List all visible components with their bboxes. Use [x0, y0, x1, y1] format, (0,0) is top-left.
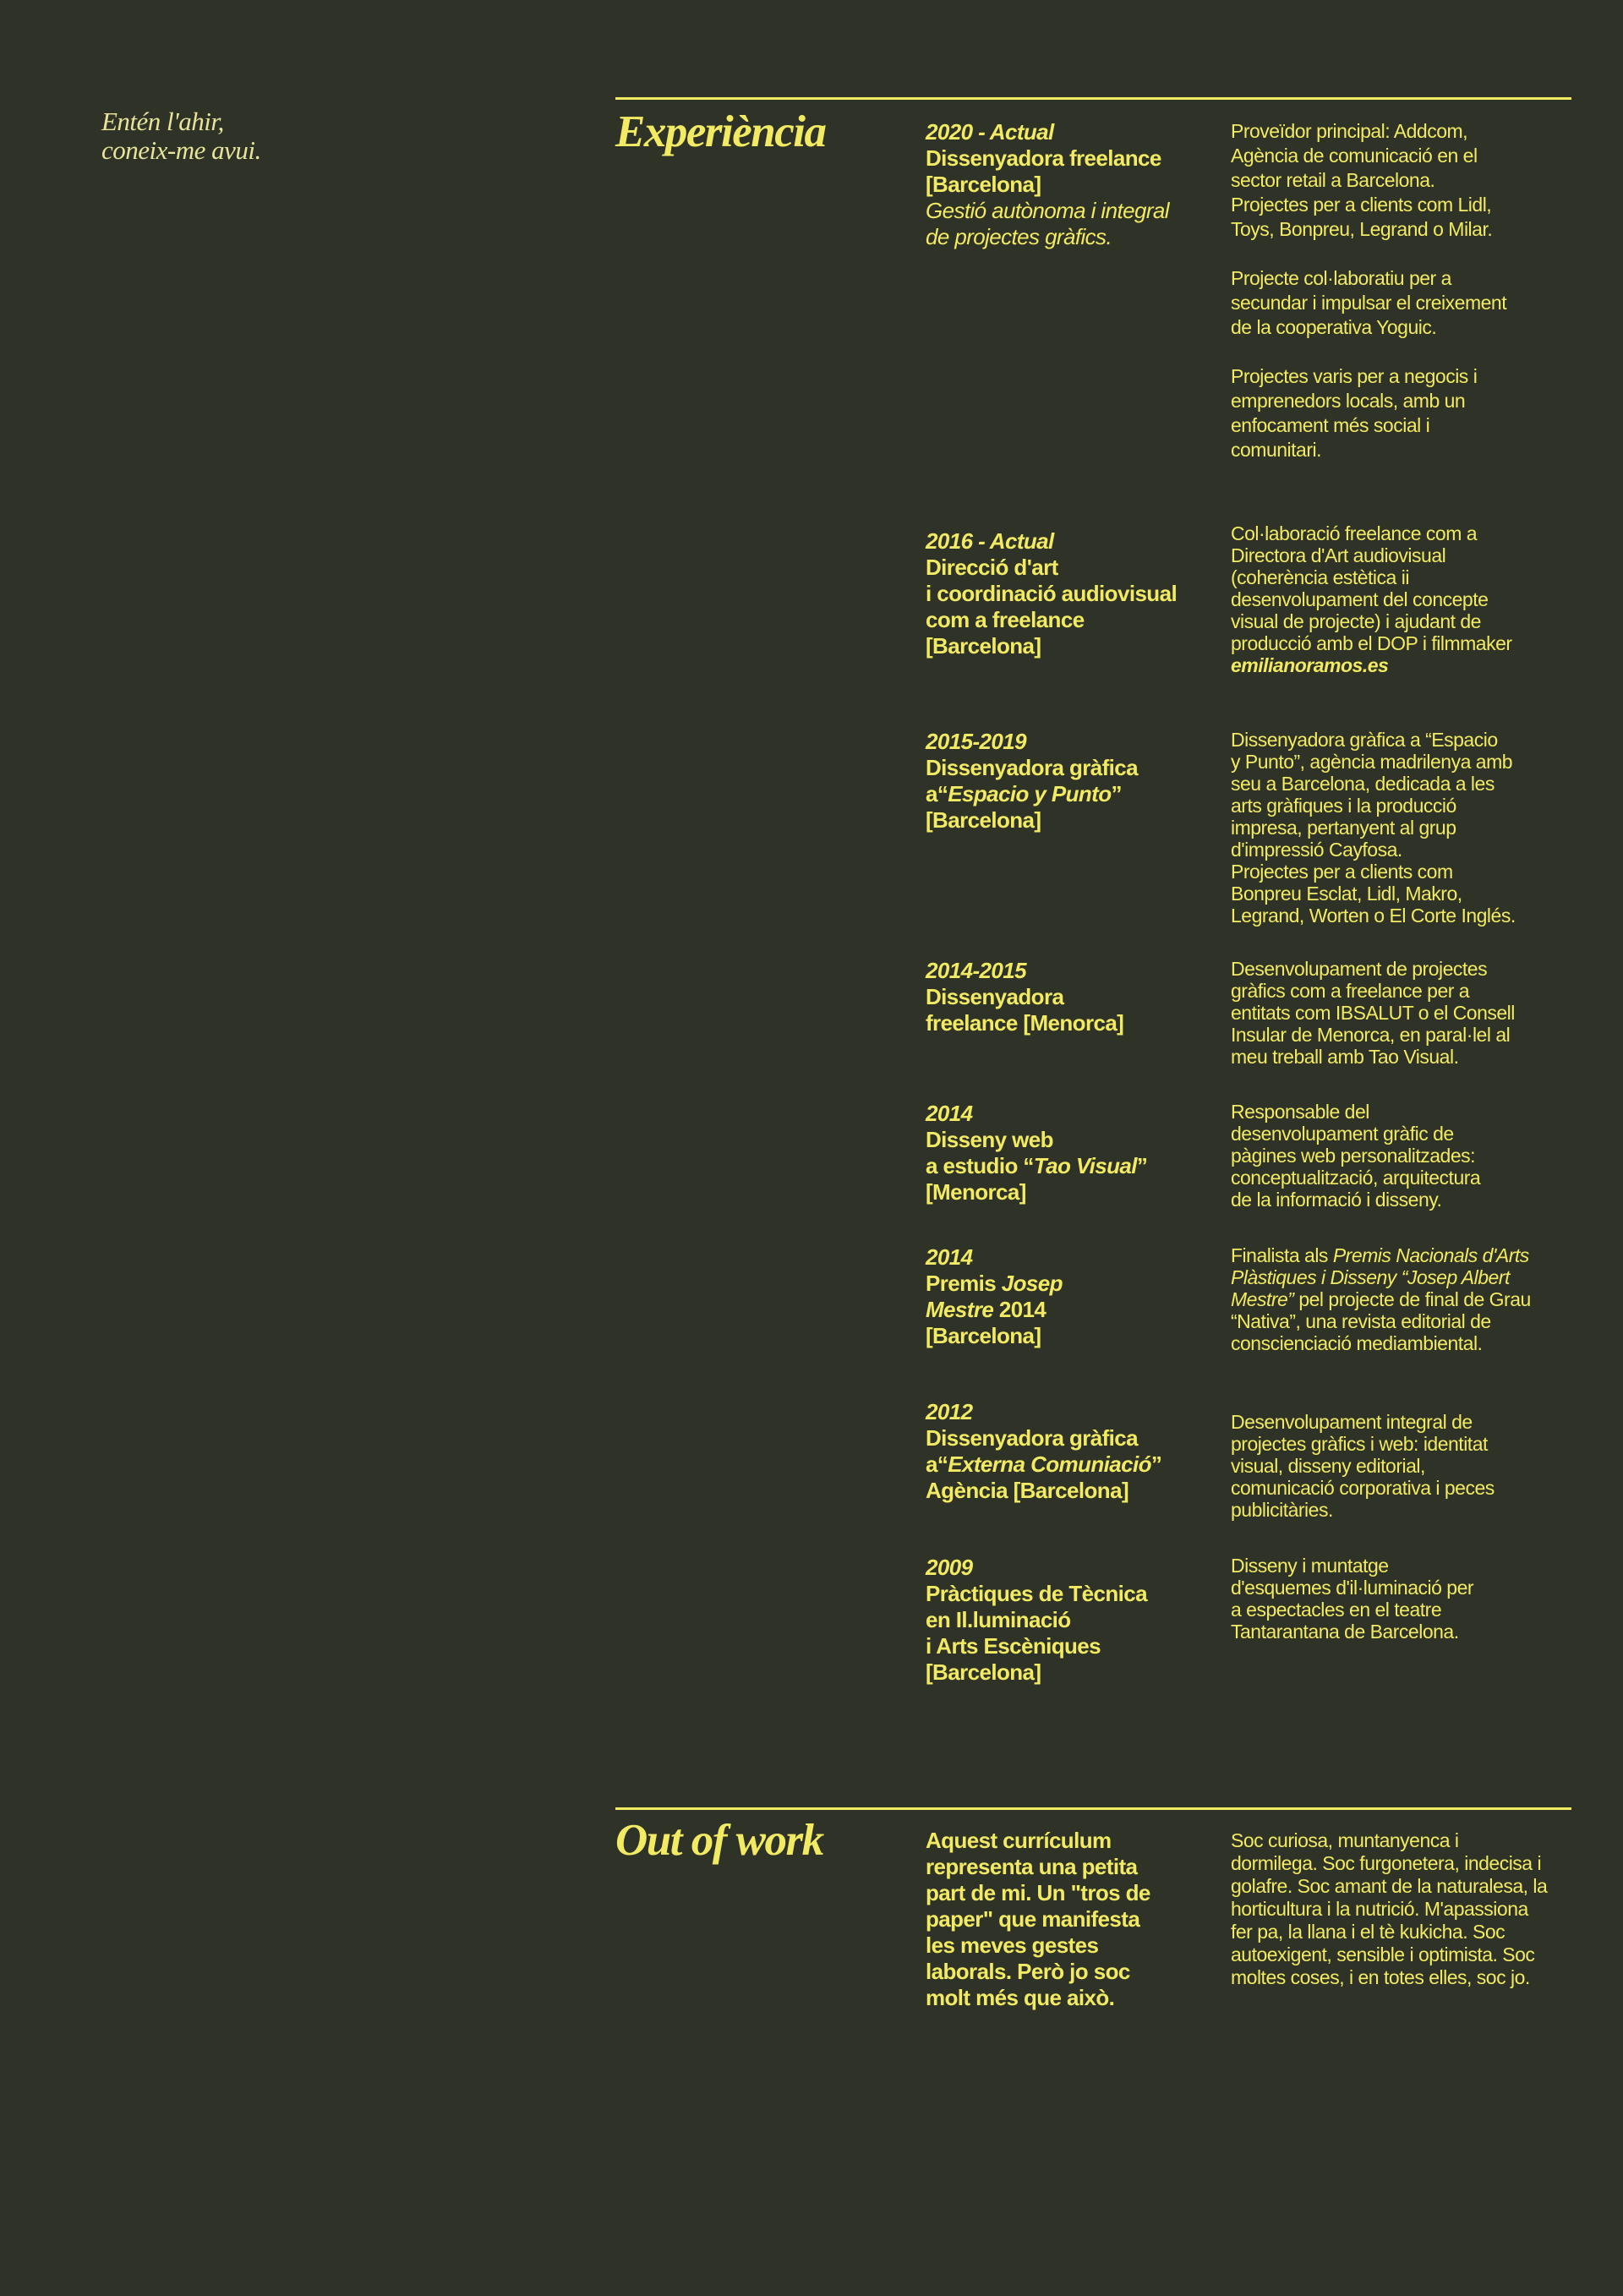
entry-role-line: [Barcelona]: [926, 633, 1041, 659]
description-line: dormilega. Soc furgonetera, indecisa i: [1231, 1852, 1542, 1874]
desc-line: Dissenyadora gràfica a “Espacio: [1231, 729, 1498, 751]
desc-line: “Nativa”, una revista editorial de: [1231, 1310, 1491, 1332]
desc-line: impresa, pertanyent al grup: [1231, 817, 1456, 839]
entry-role-line: Disseny web: [926, 1127, 1053, 1152]
desc-line: desenvolupament del concepte: [1231, 588, 1489, 610]
desc-line: Bonpreu Esclat, Lidl, Makro,: [1231, 883, 1462, 905]
desc-line: Disseny i muntatge: [1231, 1555, 1389, 1577]
description-line: fer pa, la llana i el tè kukicha. Soc: [1231, 1921, 1506, 1943]
entry-heading: [926, 1101, 1213, 1205]
statement-line: Aquest currículum: [926, 1828, 1112, 1853]
entry-role-line: i coordinació audiovisual: [926, 581, 1178, 606]
tagline-line: Entén l'ahir,: [101, 107, 224, 136]
company-name: Espacio y Punto: [948, 781, 1112, 806]
entry-heading: [926, 1555, 1213, 1686]
entry-role-line: Agència [Barcelona]: [926, 1478, 1129, 1503]
award-name: Mestre: [926, 1297, 994, 1322]
entry-description: [1231, 1244, 1586, 1354]
entry-role-line: [926, 1451, 1213, 1478]
desc-line: producció amb el DOP i filmmaker: [1231, 632, 1512, 654]
desc-line: desenvolupament gràfic de: [1231, 1123, 1454, 1145]
entry-role-line: Direcció d'art: [926, 555, 1058, 580]
entry-year: 2014: [926, 1101, 973, 1126]
desc-text: Finalista als: [1231, 1244, 1333, 1266]
role-text: Premis: [926, 1271, 1002, 1296]
desc-line: enfocament més social i: [1231, 414, 1430, 436]
desc-line: Responsable del: [1231, 1101, 1369, 1123]
role-text: ”: [1136, 1153, 1148, 1178]
desc-line: Projecte col·laboratiu per a: [1231, 267, 1451, 289]
entry-heading: [926, 119, 1213, 250]
statement-line: molt més que això.: [926, 1985, 1115, 2010]
tagline: [101, 107, 456, 165]
role-text: a“: [926, 1451, 948, 1477]
desc-line: de la informació i disseny.: [1231, 1189, 1442, 1211]
award-name: Josep: [1001, 1271, 1063, 1296]
entry-role-line: Dissenyadora: [926, 984, 1064, 1009]
entry-year: 2009: [926, 1555, 973, 1580]
entry-role-line: freelance [Menorca]: [926, 1010, 1124, 1036]
description-line: horticultura i la nutrició. M'apassiona: [1231, 1898, 1528, 1920]
desc-line: [1231, 1288, 1586, 1310]
desc-line: arts gràfiques i la producció: [1231, 795, 1456, 817]
desc-line: comunicació corporativa i peces: [1231, 1477, 1495, 1499]
entry-role-line: [926, 1271, 1213, 1297]
entry-heading: [926, 1399, 1213, 1504]
desc-line: Desenvolupament de projectes: [1231, 958, 1488, 980]
desc-line: visual de projecte) i ajudant de: [1231, 610, 1481, 632]
entry-year: 2016 - Actual: [926, 528, 1054, 554]
entry-description: [1231, 1555, 1586, 1643]
entry-year: 2015-2019: [926, 729, 1026, 754]
desc-line: Agència de comunicació en el: [1231, 145, 1478, 167]
desc-line: comunitari.: [1231, 439, 1321, 461]
desc-line: Col·laboració freelance com a: [1231, 522, 1478, 544]
desc-line: (coherència estètica ii: [1231, 566, 1409, 588]
entry-role-line: [Barcelona]: [926, 1323, 1041, 1348]
entry-role-line: [Barcelona]: [926, 807, 1041, 833]
role-text: a estudio “: [926, 1153, 1034, 1178]
role-text: ”: [1150, 1451, 1162, 1477]
desc-line: Plàstiques i Disseny “Josep Albert: [1231, 1266, 1510, 1288]
entry-year: 2020 - Actual: [926, 119, 1054, 145]
role-text: 2014: [993, 1297, 1046, 1322]
desc-line: y Punto”, agència madrilenya amb: [1231, 751, 1513, 773]
entry-subtitle-line: de projectes gràfics.: [926, 224, 1112, 249]
entry-subtitle-line: Gestió autònoma i integral: [926, 198, 1169, 223]
desc-line: Legrand, Worten o El Corte Inglés.: [1231, 905, 1516, 927]
description-line: Soc curiosa, muntanyenca i: [1231, 1829, 1459, 1851]
description-line: autoexigent, sensible i optimista. Soc: [1231, 1943, 1535, 1965]
company-name: Tao Visual: [1033, 1153, 1137, 1178]
statement-line: representa una petita: [926, 1854, 1138, 1879]
entry-role-line: [Barcelona]: [926, 172, 1041, 197]
desc-line: Projectes varis per a negocis i: [1231, 365, 1478, 387]
out-of-work-divider: [615, 1807, 1571, 1810]
entry-role-line: i Arts Escèniques: [926, 1633, 1101, 1659]
entry-heading: [926, 528, 1213, 659]
desc-line: Desenvolupament integral de: [1231, 1411, 1473, 1433]
desc-line: Insular de Menorca, en paral·lel al: [1231, 1024, 1511, 1046]
desc-line: Tantarantana de Barcelona.: [1231, 1621, 1459, 1643]
desc-line: d'esquemes d'il·luminació per: [1231, 1577, 1474, 1599]
desc-line: Projectes per a clients com Lidl,: [1231, 194, 1492, 216]
experience-title: Experiència: [615, 107, 826, 156]
desc-line: de la cooperativa Yoguic.: [1231, 316, 1437, 338]
desc-line: pàgines web personalitzades:: [1231, 1145, 1476, 1167]
entry-role-line: Dissenyadora gràfica: [926, 755, 1139, 780]
tagline-line: coneix-me avui.: [101, 135, 261, 165]
description-line: moltes coses, i en totes elles, soc jo.: [1231, 1966, 1530, 1988]
entry-heading: [926, 729, 1213, 834]
entry-description: [1231, 958, 1586, 1068]
desc-line: secundar i impulsar el creixement: [1231, 292, 1507, 314]
entry-description: [1231, 729, 1586, 927]
desc-line: entitats com IBSALUT o el Consell: [1231, 1002, 1515, 1024]
desc-line: conscienciació mediambiental.: [1231, 1332, 1483, 1354]
statement-line: laborals. Però jo soc: [926, 1959, 1130, 1984]
entry-description: [1231, 1101, 1586, 1211]
entry-role-line: [926, 1297, 1213, 1323]
desc-line: Directora d'Art audiovisual: [1231, 544, 1446, 566]
desc-line: conceptualització, arquitectura: [1231, 1167, 1481, 1189]
desc-line: visual, disseny editorial,: [1231, 1455, 1425, 1477]
desc-line: Projectes per a clients com: [1231, 861, 1453, 883]
company-name: Externa Comuniació: [948, 1451, 1151, 1477]
entry-description: [1231, 119, 1586, 462]
entry-role-line: [926, 781, 1213, 807]
desc-line: gràfics com a freelance per a: [1231, 980, 1470, 1002]
entry-year: 2014: [926, 1244, 973, 1270]
entry-role-line: en Il.luminació: [926, 1607, 1071, 1632]
desc-line: a espectacles en el teatre: [1231, 1599, 1442, 1621]
desc-line: publicitàries.: [1231, 1499, 1333, 1521]
desc-line: [1231, 1244, 1586, 1266]
entry-role-line: com a freelance: [926, 607, 1085, 632]
desc-line: emprenedors locals, amb un: [1231, 390, 1466, 412]
desc-line: d'impressió Cayfosa.: [1231, 839, 1402, 861]
entry-role-line: Dissenyadora freelance: [926, 145, 1161, 171]
entry-role-line: [926, 1153, 1213, 1179]
role-text: ”: [1111, 781, 1122, 806]
entry-year: 2012: [926, 1399, 973, 1424]
out-of-work-statement: [926, 1828, 1213, 2011]
experience-divider: [615, 97, 1571, 100]
out-of-work-title: Out of work: [615, 1816, 823, 1865]
entry-description: [1231, 522, 1586, 676]
description-line: golafre. Soc amant de la naturalesa, la: [1231, 1875, 1548, 1897]
role-text: a“: [926, 781, 948, 806]
desc-text: pel projecte de final de Grau: [1293, 1288, 1531, 1310]
desc-line: Toys, Bonpreu, Legrand o Milar.: [1231, 218, 1493, 240]
statement-line: les meves gestes: [926, 1932, 1099, 1958]
desc-line: sector retail a Barcelona.: [1231, 169, 1435, 191]
award-name: Mestre”: [1231, 1288, 1294, 1310]
statement-line: paper" que manifesta: [926, 1906, 1140, 1932]
entry-role-line: Pràctiques de Tècnica: [926, 1581, 1147, 1606]
out-of-work-description: [1231, 1829, 1586, 1989]
entry-role-line: Dissenyadora gràfica: [926, 1425, 1139, 1451]
entry-description: [1231, 1411, 1586, 1521]
entry-heading: [926, 1244, 1213, 1349]
entry-year: 2014-2015: [926, 958, 1026, 983]
entry-heading: [926, 958, 1213, 1036]
statement-line: part de mi. Un "tros de: [926, 1880, 1150, 1905]
desc-line: Proveïdor principal: Addcom,: [1231, 120, 1468, 142]
entry-role-line: [Menorca]: [926, 1179, 1026, 1205]
desc-line: meu treball amb Tao Visual.: [1231, 1046, 1459, 1068]
entry-role-line: [Barcelona]: [926, 1659, 1041, 1685]
desc-line: projectes gràfics i web: identitat: [1231, 1433, 1488, 1455]
desc-line: seu a Barcelona, dedicada a les: [1231, 773, 1495, 795]
website-link[interactable]: emilianoramos.es: [1231, 654, 1389, 676]
award-name: Premis Nacionals d'Arts: [1332, 1244, 1529, 1266]
